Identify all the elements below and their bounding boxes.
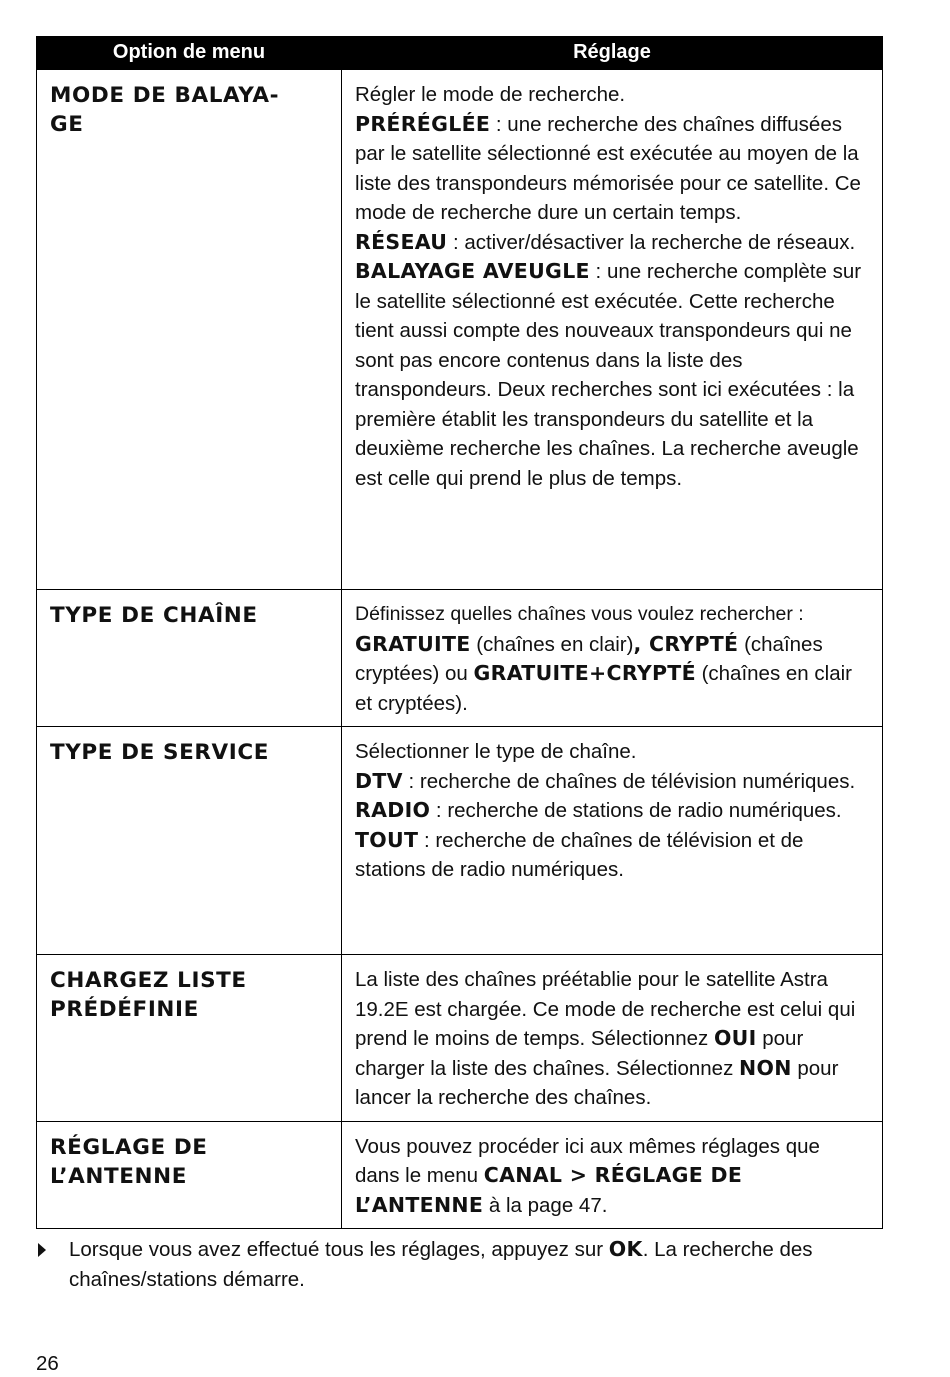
- setting-cell: [342, 590, 883, 727]
- setting-paragraph: [355, 228, 868, 258]
- option-cell: [37, 70, 342, 590]
- setting-paragraph: [355, 110, 868, 228]
- option-label: RÉGLAGE DE: [50, 1134, 208, 1160]
- keyword: GRATUITE+CRYPTÉ: [473, 661, 696, 685]
- option-cell: [37, 727, 342, 955]
- keyword: OUI: [713, 1026, 757, 1050]
- option-cell: [37, 955, 342, 1122]
- setting-cell: [342, 727, 883, 955]
- option-cell: [37, 1121, 342, 1229]
- note-text-before: Lorsque vous avez effectué tous les réglages, appuyez sur: [69, 1238, 609, 1261]
- setting-cell: [342, 955, 883, 1122]
- table-row: [37, 590, 883, 727]
- setting-text: : activer/désactiver la recherche de réseaux.: [447, 230, 856, 254]
- setting-text: (chaînes en clair et cryptées).: [355, 662, 852, 715]
- setting-text: à la page 47.: [483, 1193, 608, 1217]
- setting-text: Vous pouvez procéder ici aux mêmes réglages que dans le menu: [355, 1134, 820, 1187]
- setting-intro: Sélectionner le type de chaîne.: [355, 740, 637, 763]
- header-option: Option de menu: [37, 37, 342, 70]
- keyword: PRÉRÉGLÉE: [355, 111, 491, 136]
- keyword: BALAYAGE AVEUGLE: [355, 259, 590, 283]
- setting-text: pour lancer la recherche des chaînes.: [355, 1056, 839, 1109]
- setting-text: : recherche de chaînes de télévision numériques.: [402, 769, 856, 793]
- setting-intro: Définissez quelles chaînes vous voulez rechercher :: [355, 603, 804, 625]
- table-row: [37, 70, 883, 590]
- setting-text: pour charger la liste des chaînes. Sélectionnez: [355, 1027, 804, 1080]
- setting-cell: [342, 70, 883, 590]
- page-number: 26: [36, 1352, 59, 1375]
- option-label: GE: [50, 112, 84, 137]
- menu-options-table: [36, 36, 883, 1229]
- bullet-arrow-icon: [38, 1243, 46, 1257]
- note-text-after: . La recherche des chaînes/stations démarre.: [69, 1238, 813, 1291]
- option-label: TYPE DE CHAÎNE: [50, 603, 258, 628]
- setting-text: : une recherche complète sur le satellite sélectionné est exécutée. Cette recherche tient aussi compte des nouveaux transpondeurs qui ne sont pas encore contenus dans la liste des transpondeurs. Deux recherches sont ici exécutées : la première établit les transpondeurs du satellite et la deuxième recherche les chaînes. La recherche aveugle est celle qui prend le plus de temps.: [355, 260, 862, 490]
- keyword: RÉSEAU: [355, 229, 448, 254]
- keyword: RADIO: [355, 798, 431, 822]
- option-label: L’ANTENNE: [50, 1163, 187, 1189]
- keyword: CRYPTÉ: [649, 631, 739, 656]
- keyword: TOUT: [355, 827, 419, 852]
- setting-text: : recherche de stations de radio numériques.: [430, 799, 842, 822]
- keyword-separator: ,: [633, 631, 649, 656]
- setting-paragraph: [355, 767, 868, 797]
- header-setting: Réglage: [342, 37, 883, 70]
- option-label: MODE DE BALAYA-: [50, 83, 280, 108]
- table-row: [37, 955, 883, 1122]
- option-label: TYPE DE SERVICE: [50, 740, 270, 765]
- setting-paragraph: [355, 1132, 868, 1221]
- table-row: [37, 727, 883, 955]
- keyword: GRATUITE: [355, 631, 471, 656]
- ok-key: OK: [608, 1237, 643, 1261]
- setting-text: La liste des chaînes préétablie pour le satellite Astra 19.2E est chargée. Ce mode de recherche est celui qui prend le moins de temps. Sélectionnez: [355, 968, 856, 1050]
- table-header-row: [37, 37, 883, 70]
- setting-intro: Régler le mode de recherche.: [355, 83, 626, 106]
- option-label: PRÉDÉFINIE: [50, 997, 199, 1022]
- instruction-note: [36, 1234, 886, 1295]
- keyword: DTV: [355, 768, 403, 793]
- setting-paragraph: [355, 630, 868, 719]
- option-label: CHARGEZ LISTE: [50, 968, 247, 993]
- keyword: NON: [739, 1055, 792, 1080]
- setting-paragraph: [355, 826, 868, 885]
- setting-text: : une recherche des chaînes diffusées par le satellite sélectionné est exécutée au moyen de la liste des transpondeurs mémorisée pour ce satellite. Ce mode de recherche dure un certain temps.: [355, 112, 861, 224]
- setting-text: (chaînes cryptées) ou: [355, 632, 823, 685]
- setting-paragraph: [355, 257, 868, 493]
- option-cell: [37, 590, 342, 727]
- note-text: [69, 1234, 886, 1295]
- settings-table-container: [36, 36, 882, 1229]
- setting-paragraph: [355, 796, 868, 826]
- setting-cell: [342, 1121, 883, 1229]
- setting-paragraph: [355, 965, 868, 1113]
- keyword: CANAL > RÉGLAGE DE L’ANTENNE: [355, 1163, 743, 1217]
- table-row: [37, 1121, 883, 1229]
- setting-text: : recherche de chaînes de télévision et de stations de radio numériques.: [355, 828, 804, 881]
- setting-text: (chaînes en clair): [470, 632, 634, 656]
